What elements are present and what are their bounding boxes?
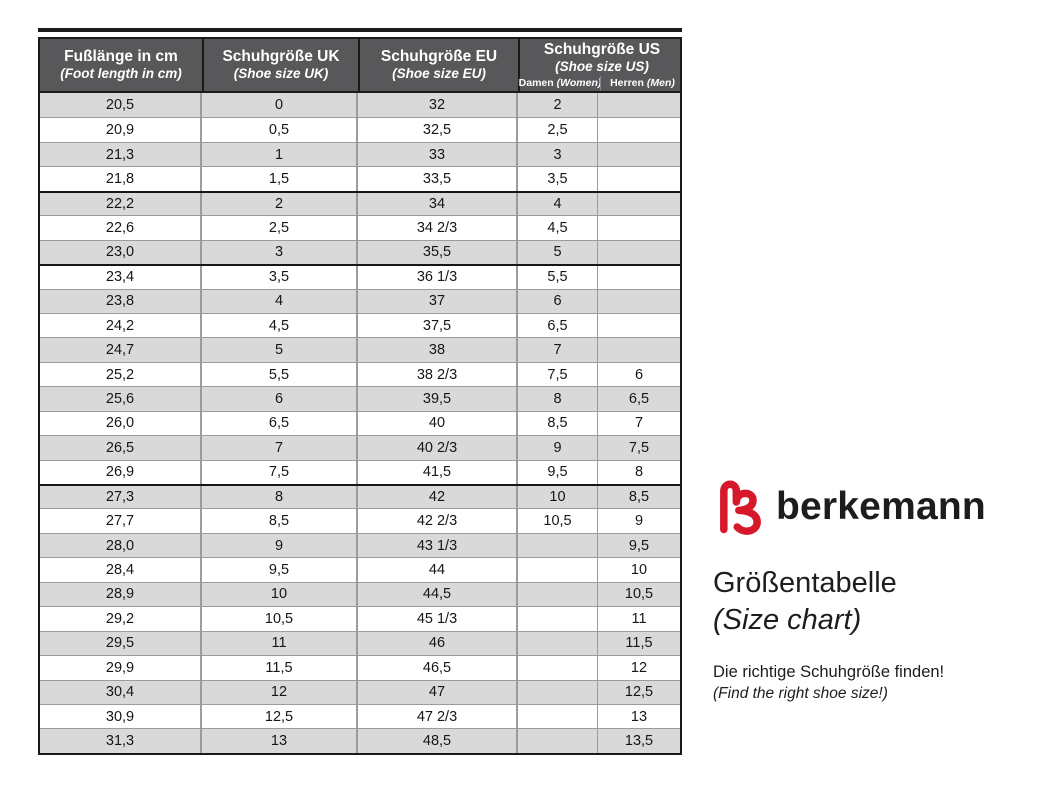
table-cell: 42 2/3	[356, 509, 516, 532]
table-cell: 23,4	[105, 269, 135, 286]
table-cell: 26,9	[105, 464, 135, 481]
table-top-rule	[38, 28, 682, 32]
subcol-label-en: (Men)	[646, 77, 675, 90]
table-cell: 6	[516, 290, 597, 313]
table-cell: 22,2	[105, 195, 135, 212]
table-cell: 2	[516, 93, 597, 117]
table-cell: 1,5	[200, 167, 356, 190]
table-body	[38, 93, 682, 755]
table-cell: 2,5	[516, 118, 597, 141]
note-line-de: Die richtige Schuhgröße finden!	[713, 663, 945, 681]
table-cell: 9,5	[597, 534, 680, 557]
table-cell	[597, 216, 680, 239]
table-cell: 33,5	[356, 167, 516, 190]
table-cell: 23,0	[105, 244, 135, 261]
table-row	[40, 191, 680, 215]
table-cell: 10,5	[200, 607, 356, 630]
header-title: Schuhgröße US	[543, 40, 661, 58]
table-cell	[597, 93, 680, 117]
table-cell	[516, 632, 597, 655]
table-cell	[597, 167, 680, 190]
table-cell: 0	[200, 93, 356, 117]
table-cell: 40 2/3	[356, 436, 516, 459]
table-cell	[597, 266, 680, 288]
table-cell: 24,7	[105, 342, 135, 359]
table-cell	[516, 656, 597, 679]
table-cell: 5,5	[516, 266, 597, 288]
table-cell: 48,5	[356, 729, 516, 752]
table-cell: 37	[356, 290, 516, 313]
header-subtitle: (Shoe size UK)	[233, 66, 329, 82]
table-cell: 5	[200, 338, 356, 361]
table-cell: 9	[200, 534, 356, 557]
table-cell: 38	[356, 338, 516, 361]
table-cell: 26,5	[105, 439, 135, 456]
table-cell: 8,5	[200, 509, 356, 532]
header-foot-length	[40, 39, 202, 91]
table-cell: 11	[200, 632, 356, 655]
table-cell: 8	[200, 486, 356, 508]
table-cell: 21,3	[105, 146, 135, 163]
table-cell: 20,9	[105, 122, 135, 139]
table-cell: 44	[356, 558, 516, 581]
table-cell: 10	[200, 583, 356, 606]
table-cell	[597, 118, 680, 141]
table-cell: 47 2/3	[356, 705, 516, 728]
table-cell: 37,5	[356, 314, 516, 337]
table-cell: 33	[356, 143, 516, 166]
table-cell: 25,2	[105, 366, 135, 383]
table-cell: 42	[356, 486, 516, 508]
table-cell: 4,5	[200, 314, 356, 337]
table-row	[40, 460, 680, 484]
table-cell: 8,5	[516, 412, 597, 435]
header-shoe-size-eu	[358, 39, 518, 91]
table-cell: 45 1/3	[356, 607, 516, 630]
table-row	[40, 582, 680, 606]
table-cell: 46,5	[356, 656, 516, 679]
table-cell: 6,5	[516, 314, 597, 337]
table-cell: 9	[516, 436, 597, 459]
table-cell: 12	[200, 681, 356, 704]
table-cell: 34 2/3	[356, 216, 516, 239]
table-cell: 11	[597, 607, 680, 630]
table-row	[40, 386, 680, 410]
table-row	[40, 142, 680, 166]
table-row	[40, 533, 680, 557]
table-cell: 9,5	[516, 461, 597, 484]
table-cell	[516, 729, 597, 752]
header-us-men	[600, 76, 684, 91]
table-row	[40, 93, 680, 117]
brand-logo-row	[713, 474, 1033, 540]
subcol-label-en: (Women)	[556, 77, 602, 90]
berkemann-b-icon	[713, 474, 763, 540]
table-cell: 29,2	[105, 610, 135, 627]
table-cell: 30,4	[105, 684, 135, 701]
brand-name: berkemann	[776, 485, 986, 528]
table-cell: 11,5	[597, 632, 680, 655]
table-cell: 4,5	[516, 216, 597, 239]
table-row	[40, 240, 680, 264]
table-cell: 10	[516, 486, 597, 508]
table-cell: 2,5	[200, 216, 356, 239]
table-cell: 29,9	[105, 659, 135, 676]
size-chart-table	[38, 37, 682, 755]
table-row	[40, 655, 680, 679]
table-cell: 7,5	[597, 436, 680, 459]
table-cell	[597, 338, 680, 361]
table-cell: 47	[356, 681, 516, 704]
table-cell: 26,0	[105, 415, 135, 432]
table-cell: 39,5	[356, 387, 516, 410]
table-cell: 5	[516, 241, 597, 264]
table-cell: 36 1/3	[356, 266, 516, 288]
table-cell	[516, 681, 597, 704]
table-cell: 11,5	[200, 656, 356, 679]
table-row	[40, 337, 680, 361]
table-cell: 7,5	[200, 461, 356, 484]
table-cell: 7	[200, 436, 356, 459]
table-cell: 44,5	[356, 583, 516, 606]
table-cell	[597, 193, 680, 215]
table-cell: 4	[200, 290, 356, 313]
table-cell: 6,5	[200, 412, 356, 435]
header-subtitle: (Shoe size US)	[555, 58, 649, 74]
table-cell: 4	[516, 193, 597, 215]
table-cell: 12	[597, 656, 680, 679]
table-cell: 2	[200, 193, 356, 215]
table-cell: 25,6	[105, 390, 135, 407]
table-cell: 13	[200, 729, 356, 752]
table-cell: 8,5	[597, 486, 680, 508]
header-title: Schuhgröße UK	[222, 48, 340, 66]
table-row	[40, 215, 680, 239]
table-cell	[597, 314, 680, 337]
table-row	[40, 508, 680, 532]
table-cell: 8	[597, 461, 680, 484]
table-cell: 27,7	[105, 513, 135, 530]
table-cell	[516, 607, 597, 630]
table-cell: 30,9	[105, 708, 135, 725]
header-shoe-size-uk	[202, 39, 358, 91]
table-cell: 5,5	[200, 363, 356, 386]
table-cell: 27,3	[105, 489, 135, 506]
table-row	[40, 313, 680, 337]
table-cell: 3	[516, 143, 597, 166]
table-row	[40, 680, 680, 704]
table-cell: 32,5	[356, 118, 516, 141]
table-cell: 21,8	[105, 171, 135, 188]
header-us-women	[520, 76, 600, 91]
table-cell: 28,4	[105, 562, 135, 579]
page-title: Größentabelle	[713, 567, 897, 599]
table-cell: 12,5	[200, 705, 356, 728]
table-cell: 6	[597, 363, 680, 386]
table-cell: 29,5	[105, 635, 135, 652]
table-cell: 24,2	[105, 317, 135, 334]
table-cell: 3,5	[516, 167, 597, 190]
subcol-label: Herren	[610, 77, 644, 90]
header-us-main	[544, 39, 660, 76]
table-cell: 9	[597, 509, 680, 532]
table-cell: 31,3	[105, 733, 135, 750]
table-cell	[597, 290, 680, 313]
table-cell: 22,6	[105, 219, 135, 236]
header-us-subrow	[520, 76, 684, 91]
table-cell	[516, 534, 597, 557]
page-subtitle: (Size chart)	[713, 604, 862, 636]
note-line-en: (Find the right shoe size!)	[713, 685, 888, 702]
table-row	[40, 606, 680, 630]
table-cell: 28,0	[105, 537, 135, 554]
table-row	[40, 362, 680, 386]
table-row	[40, 411, 680, 435]
table-cell: 7	[597, 412, 680, 435]
table-cell: 10,5	[516, 509, 597, 532]
table-cell: 10,5	[597, 583, 680, 606]
table-cell: 7	[516, 338, 597, 361]
table-cell: 8	[516, 387, 597, 410]
table-row	[40, 117, 680, 141]
table-cell	[597, 241, 680, 264]
table-header	[38, 37, 682, 93]
table-row	[40, 557, 680, 581]
table-row	[40, 484, 680, 508]
header-shoe-size-us	[518, 39, 684, 91]
table-cell: 10	[597, 558, 680, 581]
table-cell: 38 2/3	[356, 363, 516, 386]
table-row	[40, 704, 680, 728]
table-cell: 40	[356, 412, 516, 435]
table-cell: 35,5	[356, 241, 516, 264]
table-cell	[597, 143, 680, 166]
table-row	[40, 631, 680, 655]
table-row	[40, 435, 680, 459]
table-cell	[516, 705, 597, 728]
header-title: Fußlänge in cm	[64, 48, 178, 66]
header-subtitle: (Foot length in cm)	[60, 66, 182, 82]
table-row	[40, 728, 680, 752]
table-cell: 23,8	[105, 293, 135, 310]
table-cell: 6	[200, 387, 356, 410]
table-cell: 28,9	[105, 586, 135, 603]
table-cell	[516, 558, 597, 581]
brand-panel	[713, 474, 1033, 703]
table-cell: 6,5	[597, 387, 680, 410]
table-cell: 13,5	[597, 729, 680, 752]
header-subtitle: (Shoe size EU)	[392, 66, 486, 82]
header-title: Schuhgröße EU	[380, 48, 498, 66]
table-cell: 13	[597, 705, 680, 728]
table-row	[40, 264, 680, 288]
table-cell: 0,5	[200, 118, 356, 141]
table-row	[40, 166, 680, 190]
table-cell: 12,5	[597, 681, 680, 704]
table-cell: 3	[200, 241, 356, 264]
table-cell: 41,5	[356, 461, 516, 484]
subcol-label: Damen	[518, 77, 554, 90]
table-cell: 1	[200, 143, 356, 166]
table-cell: 46	[356, 632, 516, 655]
table-cell: 7,5	[516, 363, 597, 386]
table-row	[40, 289, 680, 313]
table-cell: 3,5	[200, 266, 356, 288]
table-cell: 34	[356, 193, 516, 215]
table-cell: 9,5	[200, 558, 356, 581]
table-cell	[516, 583, 597, 606]
table-cell: 43 1/3	[356, 534, 516, 557]
table-cell: 20,5	[105, 97, 135, 114]
table-cell: 32	[356, 93, 516, 117]
